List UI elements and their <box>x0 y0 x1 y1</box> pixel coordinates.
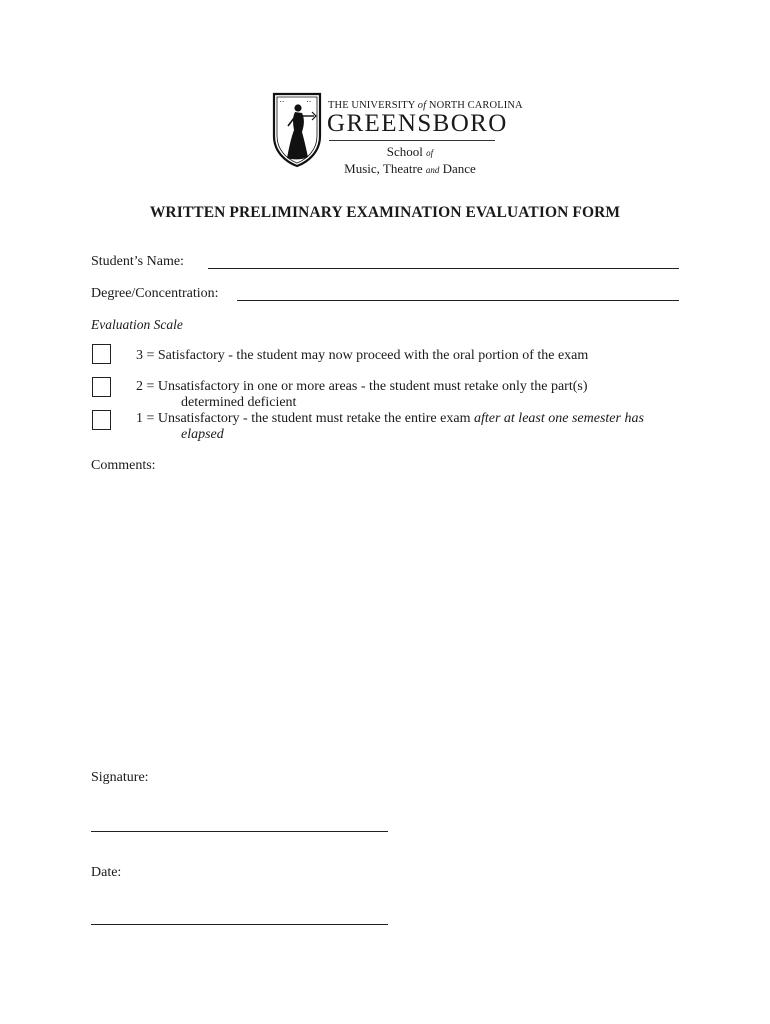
date-field[interactable] <box>91 924 388 925</box>
form-title: WRITTEN PRELIMINARY EXAMINATION EVALUATION FORM <box>149 204 621 221</box>
option-satisfactory-text: 3 = Satisfactory - the student may now proceed with the oral portion of the exam <box>136 348 589 363</box>
date-label: Date: <box>91 865 122 880</box>
school-name: School of Music, Theatre and Dance <box>344 144 476 176</box>
degree-concentration-label: Degree/Concentration: <box>91 286 219 301</box>
shield-with-statue-icon <box>272 92 322 168</box>
signature-label: Signature: <box>91 770 149 785</box>
svg-text:• •: • • <box>307 99 311 104</box>
university-name: THE UNIVERSITY of NORTH CAROLINA <box>328 100 523 111</box>
campus-name: GREENSBORO <box>327 110 508 137</box>
degree-concentration-field[interactable] <box>237 300 679 301</box>
option-unsatisfactory-partial-text: 2 = Unsatisfactory in one or more areas - the student must retake only the part(s) determined deficient <box>136 379 588 410</box>
comments-label: Comments: <box>91 458 156 473</box>
comments-area[interactable] <box>91 480 681 760</box>
checkbox-unsatisfactory-full[interactable] <box>92 410 111 430</box>
svg-text:• •: • • <box>280 99 284 104</box>
student-name-label: Student’s Name: <box>91 254 184 269</box>
checkbox-unsatisfactory-partial[interactable] <box>92 377 111 397</box>
checkbox-satisfactory[interactable] <box>92 344 111 364</box>
option-unsatisfactory-full-text: 1 = Unsatisfactory - the student must retake the entire exam after at least one semester has elapsed <box>136 411 644 442</box>
signature-field[interactable] <box>91 831 388 832</box>
logo-divider <box>329 140 495 141</box>
student-name-field[interactable] <box>208 268 679 269</box>
evaluation-scale-title: Evaluation Scale <box>91 317 183 332</box>
